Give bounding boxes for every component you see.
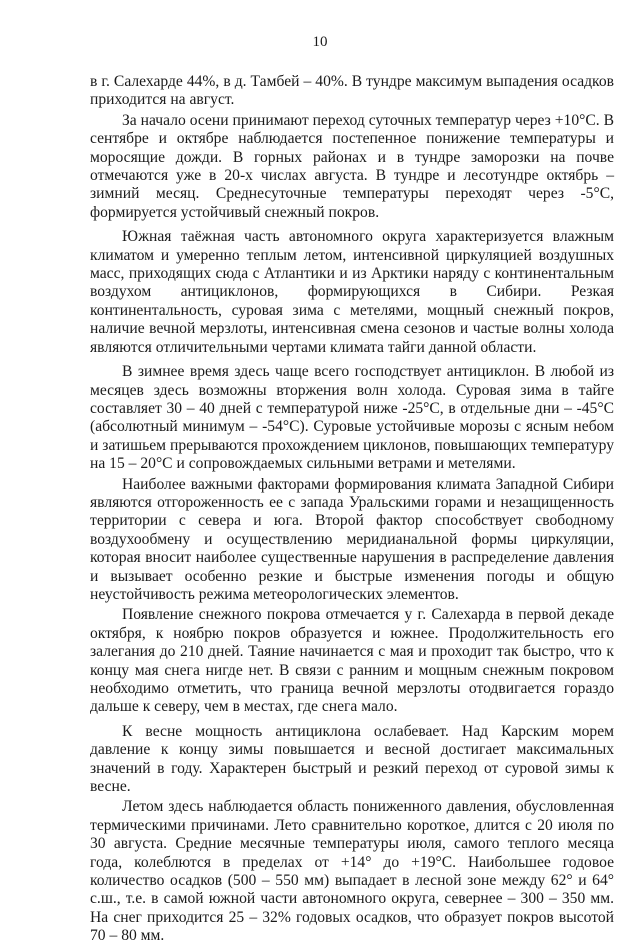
paragraph-8: Летом здесь наблюдается область пониженного давления, обусловленная термическими причинами. Лето сравнительно короткое, длится с 20 июля по 30 августа. Средние месячные температуры июля, самого теплого месяца года, колеблются в пределах от +14° до +19°С. Наибольшее годовое количество осадков (500 – 550 мм) выпадает в лесной зоне между 62° и 64° с.ш., т.е. в самой южной части автономного округа, севернее – 300 – 350 мм. На снег приходится 25 – 32% годовых осадков, что образует покров высотой 70 – 80 мм.	[90, 798, 614, 945]
paragraph-5: Наиболее важными факторами формирования климата Западной Сибири являются отгороженность ее с запада Уральскими горами и незащищенность территории с севера и юга. Второй фактор способствует свободному воздухообмену и осуществлению меридианальной формы циркуляции, которая вносит наиболее существенные нарушения в распределение давления и вызывает особенно резкие и быстрые изменения погоды и общую неустойчивость режима метеорологических элементов.	[90, 475, 614, 603]
paragraph-3: Южная таёжная часть автономного округа характеризуется влажным климатом и умеренно теплым летом, интенсивной циркуляцией воздушных масс, приходящих сюда с Атлантики и из Арктики наряду с континентальным воздухом антициклонов, формирующихся в Сибири. Резкая континентальность, суровая зима с метелями, мощный снежный покров, наличие вечной мерзлоты, интенсивная смена сезонов и частые волны холода являются отличительными чертами климата тайги данной области.	[90, 228, 614, 356]
body-text	[90, 73, 614, 948]
paragraph-1: в г. Салехарде 44%, в д. Тамбей – 40%. В тундре максимум выпадения осадков приходится на август.	[90, 73, 614, 109]
paragraph-6: Появление снежного покрова отмечается у г. Салехарда в первой декаде октября, к ноябрю покров образуется и южнее. Продолжительность его залегания до 210 дней. Таяние начинается с мая и проходит так быстро, что к концу мая снега нигде нет. В связи с ранним и мощным снежным покровом необходимо отметить, что граница вечной мерзлоты отодвигается гораздо дальше к северу, чем в местах, где снега мало.	[90, 606, 614, 716]
paragraph-4: В зимнее время здесь чаще всего господствует антициклон. В любой из месяцев здесь возможны вторжения волн холода. Суровая зима в тайге составляет 30 – 40 дней с температурой ниже -25°С, в отдельные дни – -45°С (абсолютный минимум – -54°С). Суровые устойчивые морозы с ясным небом и затишьем прерываются прохождением циклонов, повышающих температуру на 15 – 20°С и сопровождаемых сильными ветрами и метелями.	[90, 363, 614, 473]
paragraph-7: К весне мощность антициклона ослабевает. Над Карским морем давление к концу зимы повышается и весной достигает максимальных значений в году. Характерен быстрый и резкий переход от суровой зимы к весне.	[90, 722, 614, 796]
page-number: 10	[312, 34, 328, 50]
paragraph-2: За начало осени принимают переход суточных температур через +10°С. В сентябре и октябре наблюдается постепенное понижение температуры и моросящие дожди. В горных районах и в тундре заморозки на почве отмечаются уже в 20-х числах августа. В тундре и лесотундре октябрь – зимний месяц. Среднесуточные температуры переходят через -5°С, формируется устойчивый снежный покров.	[90, 111, 614, 221]
